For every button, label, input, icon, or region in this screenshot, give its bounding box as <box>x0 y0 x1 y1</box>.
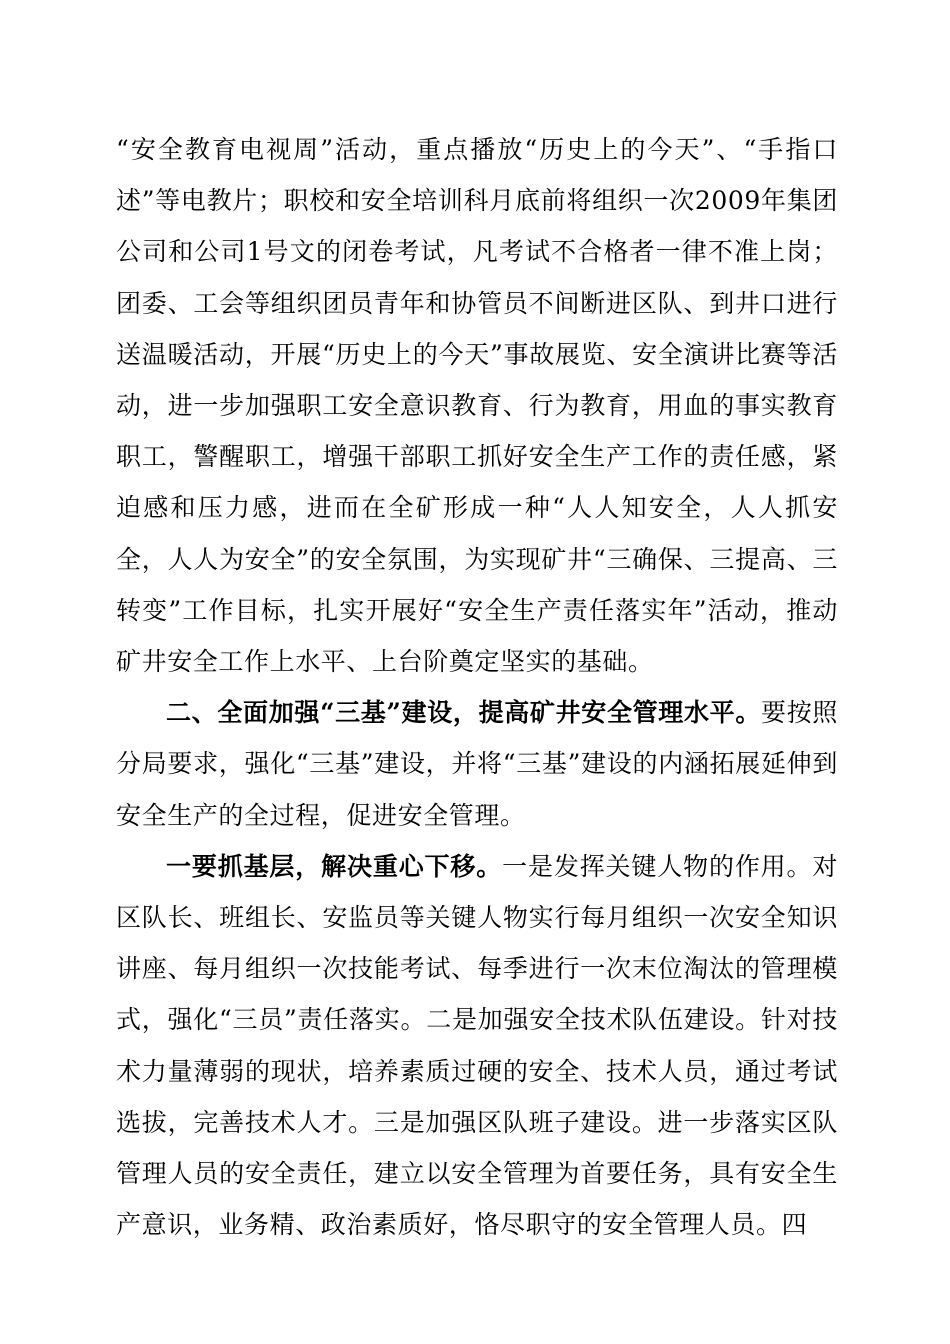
paragraph-text: “安全教育电视周”活动，重点播放“历史上的今天”、“手指口述”等电教片；职校和安全培训科月底前将组织一次2009年集团公司和公司1号文的闭卷考试，凡考试不合格者一律不准上岗；团委、工会等组织团员青年和协管员不间断进区队、到井口进行送温暖活动，开展“历史上的今天”事故展览、安全演讲比赛等活动，进一步加强职工安全意识教育、行为教育，用血的事实教育职工，警醒职工，增强干部职工抓好安全生产工作的责任感，紧迫感和压力感，进而在全矿形成一种“人人知安全，人人抓安全，人人为安全”的安全氛围，为实现矿井“三确保、三提高、三转变”工作目标，扎实开展好“安全生产责任落实年”活动，推动矿井安全工作上水平、上台阶奠定坚实的基础。 <box>116 135 838 677</box>
section-heading-paragraph <box>116 687 838 841</box>
paragraph-continuation <box>116 124 838 687</box>
subsection-paragraph <box>116 841 838 1251</box>
paragraph-text: 一是发挥关键人物的作用。对区队长、班组长、安监员等关键人物实行每月组织一次安全知识讲座、每月组织一次技能考试、每季进行一次末位淘汰的管理模式，强化“三员”责任落实。二是加强安全技术队伍建设。针对技术力量薄弱的现状，培养素质过硬的安全、技术人员，通过考试选拔，完善技术人才。三是加强区队班子建设。进一步落实区队管理人员的安全责任，建立以安全管理为首要任务，具有安全生产意识，业务精、政治素质好，恪尽职守的安全管理人员。四 <box>116 851 838 1240</box>
subsection-heading: 一要抓基层，解决重心下移。 <box>166 851 503 881</box>
paragraph-text: 要按照分局要求，强化“三基”建设，并将“三基”建设的内涵拓展延伸到安全生产的全过程，促进安全管理。 <box>116 698 838 830</box>
section-heading: 二、全面加强“三基”建设，提高矿井安全管理水平。 <box>166 698 762 728</box>
